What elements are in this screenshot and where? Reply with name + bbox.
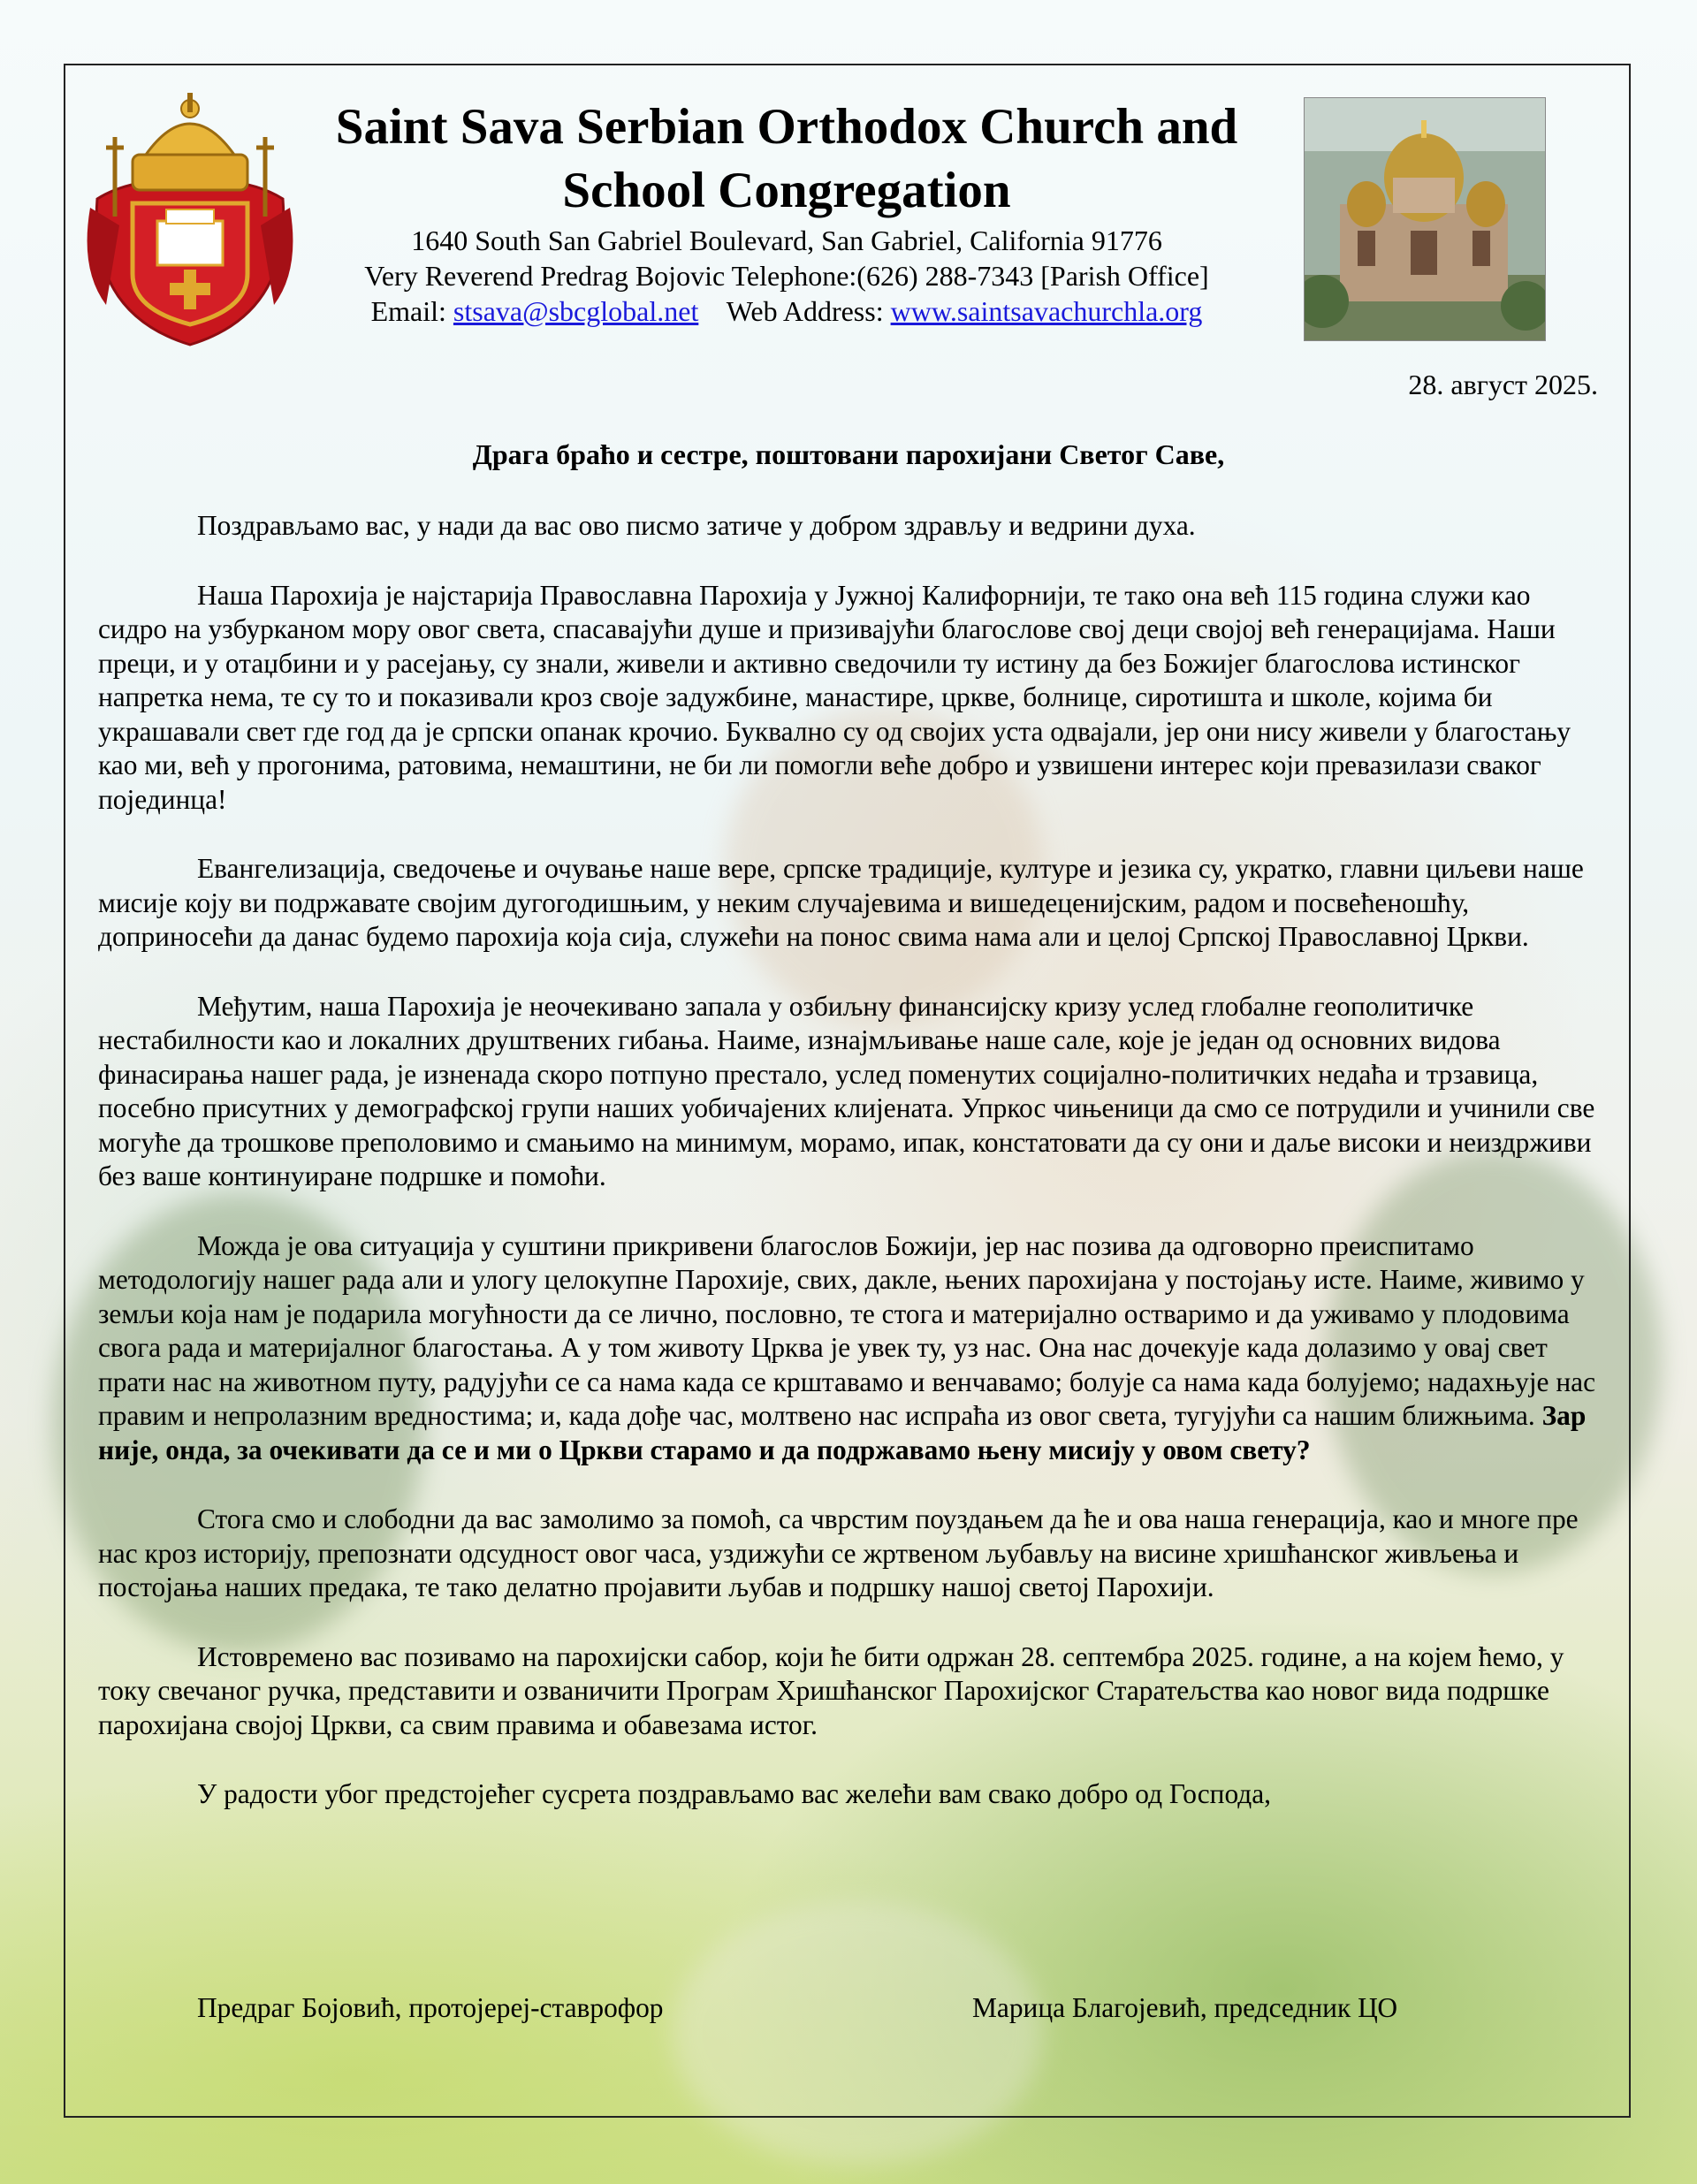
contact-line: Very Reverend Predrag Bojovic Telephone:(626) 288-7343 [Parish Office] — [364, 260, 1209, 292]
paragraph-text: Можда је ова ситуација у суштини прикривени благослов Божији, јер нас позива да одговорно преиспитамо методологију нашег рада али и улогу целокупне Парохије, свих, дакле, њених парохијана у постојању исте. Наиме, живимо у земљи која нам је подарила могућности да се лично, пословно, те стога и материјално остваримо и да уживамо у плодовима свога рада и материјалног благостања. А у том животу Црква је увек ту, уз нас. Она нас дочекује када долазимо у овај свет прати нас на животном путу, радујући се са нама када се крштавамо и венчавамо; болује са нама када болујемо; надахњује нас правим и непролазним вредностима; и, када дође час, молтвено нас испраћа из овог света, тугујући са нашим ближњима. — [98, 1229, 1596, 1431]
paragraph — [98, 1229, 1601, 1468]
website-link[interactable]: www.saintsavachurchla.org — [890, 295, 1203, 327]
web-label: Web Address: — [726, 295, 884, 327]
paragraph: Међутим, наша Парохија је неочекивано запала у озбиљну финансијску кризу услед глобалне геополитичке нестабилности као и локалних друштвених гибања. Наиме, изнајмљивање наше сале, које је један од основних видова финасирања нашег рада, је изненада скоро потпуно престало, услед поменутих социјално-политичких недаћа и трзавица, посебно присутних у демографској групи наших уобичајених клијената. Упркос чињеници да смо се потрудили и учинили све могуће да трошкове преполовимо и смањимо на минимум, морамо, ипак, констатовати да су они и даље високи и неиздрживи без ваше континуиране подршке и помоћи. — [98, 990, 1595, 1191]
paragraph: Поздрављамо вас, у нади да вас ово писмо затиче у добром здрављу и ведрини духа. — [197, 510, 1196, 541]
paragraph: Истовремено вас позивамо на парохијски сабор, који ће бити одржан 28. септембра 2025. године, а на којем ћемо, у току свечаног ручка, представити и озваничити Програм Хришћанског Парохијског Старатељства као новог вида подршке парохијана својој Цркви, са свим правима и обавезама истог. — [98, 1640, 1564, 1740]
president-signature: Марица Благојевић, председник ЦО — [972, 1992, 1397, 2023]
bold-question: Зар није, онда, за очекивати да се и ми о Цркви старамо и да подржавамо њену мисију у овом свету? — [98, 1400, 1587, 1465]
paragraph: У радости убог предстојећег сусрета поздрављамо вас желећи вам свако добро од Господа, — [197, 1778, 1272, 1809]
letter-body — [98, 509, 1601, 1847]
email-web-line — [292, 293, 1282, 329]
paragraph: Евангелизација, сведочење и очување наше вере, српске традиције, културе и језика су, укратко, главни циљеви наше мисије коју ви подржавате својим дугогодишњим, у неким случајевима и вишедеценијским, радом и посвећеношћу, доприносећи да данас будемо парохија која сија, служећи на понос свима нама али и целој Српској Православној Цркви. — [98, 853, 1584, 952]
paragraph: Стога смо и слободни да вас замолимо за помоћ, са чврстим поуздањем да ће и ова наша генерација, као и многе пре нас кроз историју, препознати одсудност овог часа, уздижући се жртвеном љубављу на висине хришћанског живљења и постојања наших предака, те тако делатно пројавити љубав и подршку нашој светој Парохији. — [98, 1503, 1579, 1602]
address-line: 1640 South San Gabriel Boulevard, San Gabriel, California 91776 — [411, 224, 1162, 256]
salutation: Драга браћо и сестре, поштовани парохијани Светог Саве, — [472, 438, 1225, 470]
organization-name: Saint Sava Serbian Orthodox Church and School Congregation — [335, 99, 1238, 218]
church-photo — [1304, 97, 1546, 341]
letter-date: 28. август 2025. — [1408, 369, 1598, 400]
letterhead — [292, 95, 1282, 329]
church-crest-logo — [71, 93, 309, 358]
priest-signature: Предраг Бојовић, протојереј-ставрофор — [197, 1992, 664, 2023]
email-link[interactable]: stsava@sbcglobal.net — [453, 295, 699, 327]
email-label: Email: — [370, 295, 446, 327]
paragraph: Наша Парохија је најстарија Православна Парохија у Јужној Калифорнији, те тако она већ 115 година служи као сидро на узбурканом мору овог света, спасавајући душе и призивајући благослове свој деци својој већ генерацијама. Наши преци, и у отаџбини и у расејању, су знали, живели и активно сведочили ту истину да без Божијег благослова истинског напретка нема, те су то и показивали кроз своје задужбине, манастире, цркве, болнице, сиротишта и школе, којима би украшавали свет где год да је српски опанак крочио. Буквално су од својих уста одвајали, јер они нису живели у благостању као ми, већ у прогонима, ратовима, немаштини, не би ли помогли веће добро и узвишени интерес који превазилази сваког појединца! — [98, 579, 1571, 815]
